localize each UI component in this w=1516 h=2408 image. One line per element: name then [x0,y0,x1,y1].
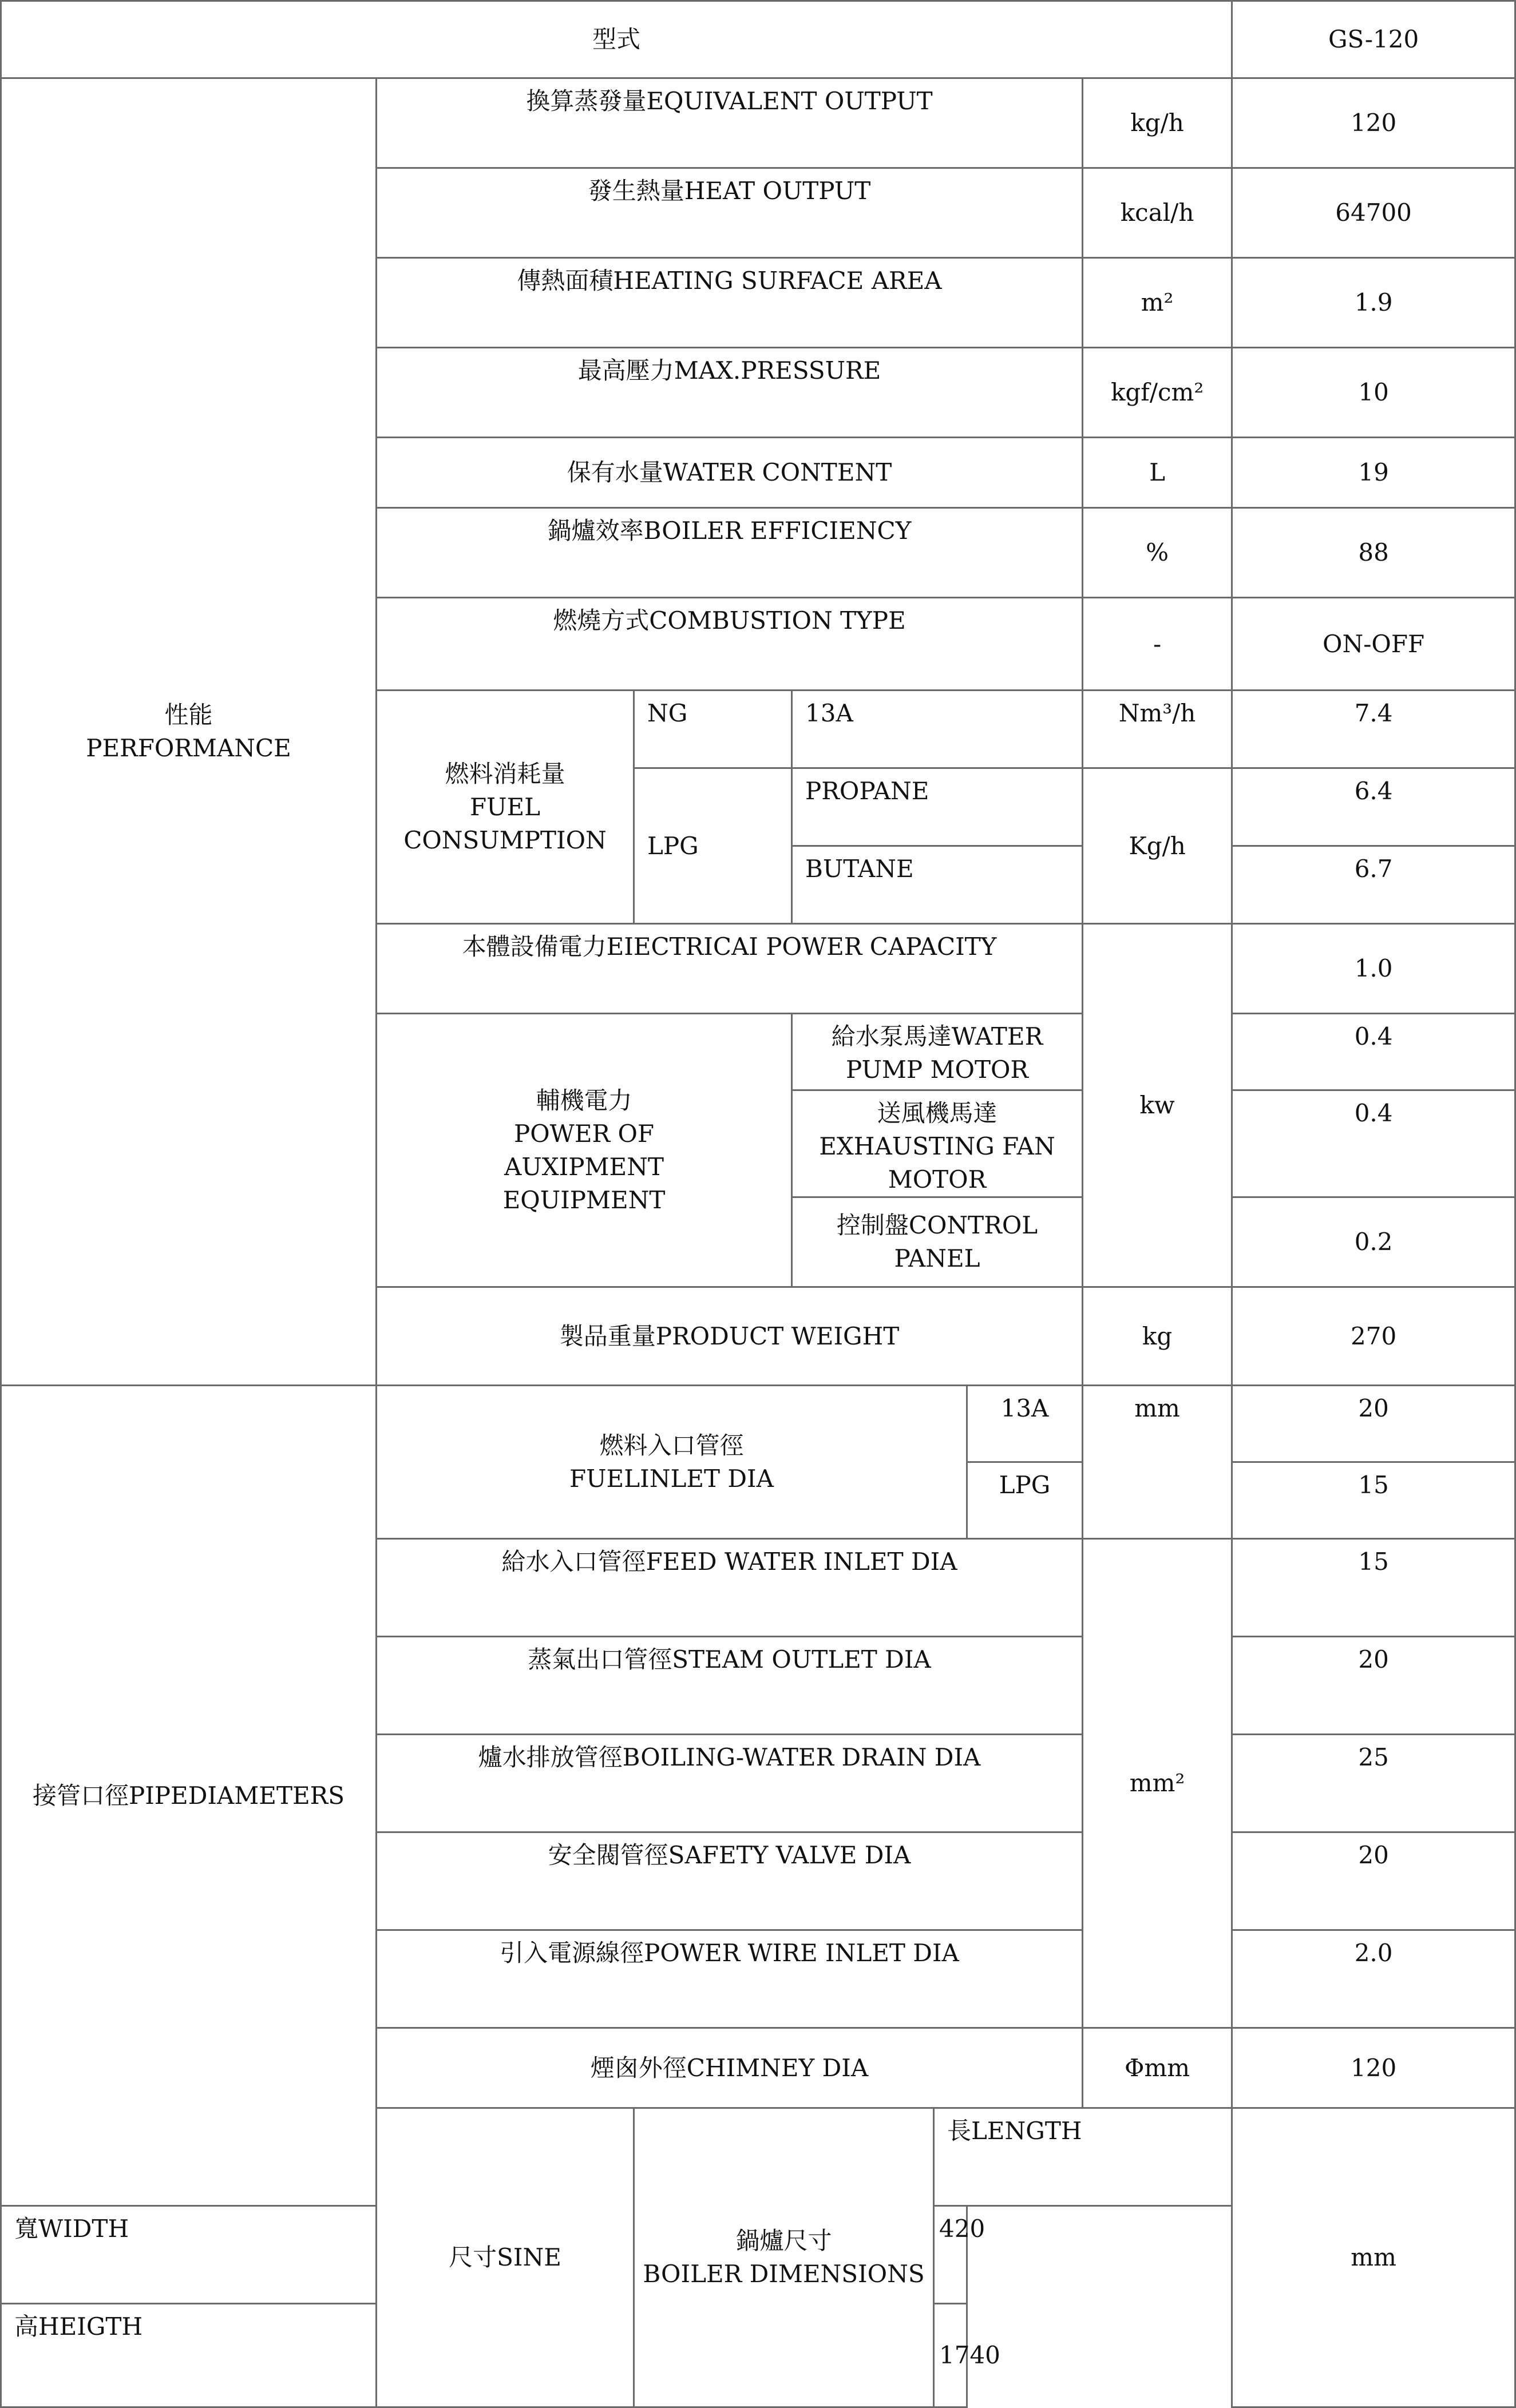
row-value: 20 [1232,1832,1515,1930]
row-value: 0.2 [1232,1197,1515,1287]
ng-unit: Nm³/h [1083,691,1232,768]
height-value: 1740 [934,2304,967,2407]
row-value: 64700 [1232,168,1515,258]
row-unit: m² [1083,258,1232,348]
power-unit: kw [1083,924,1232,1287]
row-label: 安全閥管徑SAFETY VALVE DIA [377,1832,1083,1930]
size-section-label: 尺寸SINE [377,2108,634,2407]
table-row [1,1386,1515,1462]
row-unit: kg [1083,1287,1232,1386]
row-label: 煙囪外徑CHIMNEY DIA [377,2028,1083,2108]
model-label: 型式 [592,25,641,53]
model-value-cell [1232,1,1515,78]
row-value: 25 [1232,1735,1515,1832]
row-value: 270 [1232,1287,1515,1386]
fuel-consumption-label: 燃料消耗量 FUEL CONSUMPTION [377,691,634,924]
fuel-inlet-13a-label: 13A [967,1386,1083,1462]
width-label: 寬WIDTH [1,2206,792,2304]
row-label: 本體設備電力EIECTRICAI POWER CAPACITY [377,924,1083,1014]
fuel-inlet-label: 燃料入口管徑 FUELINLET DIA [377,1386,967,1539]
row-label: 最高壓力MAX.PRESSURE [377,348,1083,438]
ng-gas: 13A [792,691,1083,768]
row-unit: L [1083,438,1232,508]
auxiliary-power-label: 輔機電力 POWER OF AUXIPMENT EQUIPMENT [377,1014,792,1287]
row-value: ON-OFF [1232,598,1515,691]
row-label: 給水泵馬達WATER PUMP MOTOR [792,1014,1083,1090]
lpg-unit: Kg/h [1083,768,1232,924]
fuel-inlet-13a-value: 20 [1232,1386,1515,1462]
row-label: 送風機馬達EXHAUSTING FAN MOTOR [792,1090,1083,1197]
row-value: 120 [1232,2028,1515,2108]
row-value: 0.4 [1232,1090,1515,1197]
row-label: 換算蒸發量EQUIVALENT OUTPUT [377,78,1083,168]
row-label: 引入電源線徑POWER WIRE INLET DIA [377,1930,1083,2028]
row-unit: - [1083,598,1232,691]
height-label: 高HEIGTH [1,2304,792,2407]
dimensions-unit: mm [1232,2108,1515,2407]
row-label: 傳熱面積HEATING SURFACE AREA [377,258,1083,348]
row-unit: kgf/cm² [1083,348,1232,438]
performance-section-label: 性能 PERFORMANCE [1,78,377,1386]
row-value: 20 [1232,1637,1515,1735]
butane-value: 6.7 [1232,846,1515,924]
fuel-inlet-lpg-value: 15 [1232,1462,1515,1539]
ng-label: NG [634,691,792,768]
propane-label: PROPANE [792,768,1083,846]
model-value: GS-120 [1328,25,1419,53]
row-label: 爐水排放管徑BOILING-WATER DRAIN DIA [377,1735,1083,1832]
ng-value: 7.4 [1232,691,1515,768]
row-value: 88 [1232,508,1515,598]
row-value: 120 [1232,78,1515,168]
row-label: 鍋爐效率BOILER EFFICIENCY [377,508,1083,598]
row-value: 2.0 [1232,1930,1515,2028]
fuel-inlet-lpg-label: LPG [967,1462,1083,1539]
butane-label: BUTANE [792,846,1083,924]
row-label: 保有水量WATER CONTENT [377,438,1083,508]
width-value: 420 [934,2206,967,2304]
row-unit: kg/h [1083,78,1232,168]
pipe-section-label: 接管口徑PIPEDIAMETERS [1,1386,377,2206]
header-row [1,1,1515,78]
row-label: 控制盤CONTROL PANEL [792,1197,1083,1287]
row-label: 燃燒方式COMBUSTION TYPE [377,598,1083,691]
model-label-cell [1,1,1232,78]
row-value: 1.0 [1232,924,1515,1014]
boiler-dimensions-label: 鍋爐尺寸 BOILER DIMENSIONS [634,2108,934,2407]
lpg-label: LPG [634,768,792,924]
table-row [1,78,1515,168]
row-value: 15 [1232,1539,1515,1637]
row-unit: Φmm [1083,2028,1232,2108]
propane-value: 6.4 [1232,768,1515,846]
fuel-inlet-unit: mm [1083,1386,1232,1539]
row-value: 0.4 [1232,1014,1515,1090]
row-value: 10 [1232,348,1515,438]
row-unit: % [1083,508,1232,598]
row-value: 19 [1232,438,1515,508]
row-label: 製品重量PRODUCT WEIGHT [377,1287,1083,1386]
row-unit: kcal/h [1083,168,1232,258]
row-value: 1.9 [1232,258,1515,348]
row-label: 給水入口管徑FEED WATER INLET DIA [377,1539,1083,1637]
row-label: 發生熱量HEAT OUTPUT [377,168,1083,258]
row-label: 蒸氣出口管徑STEAM OUTLET DIA [377,1637,1083,1735]
pipe-unit: mm² [1083,1539,1232,2028]
length-label: 長LENGTH [934,2108,1232,2206]
